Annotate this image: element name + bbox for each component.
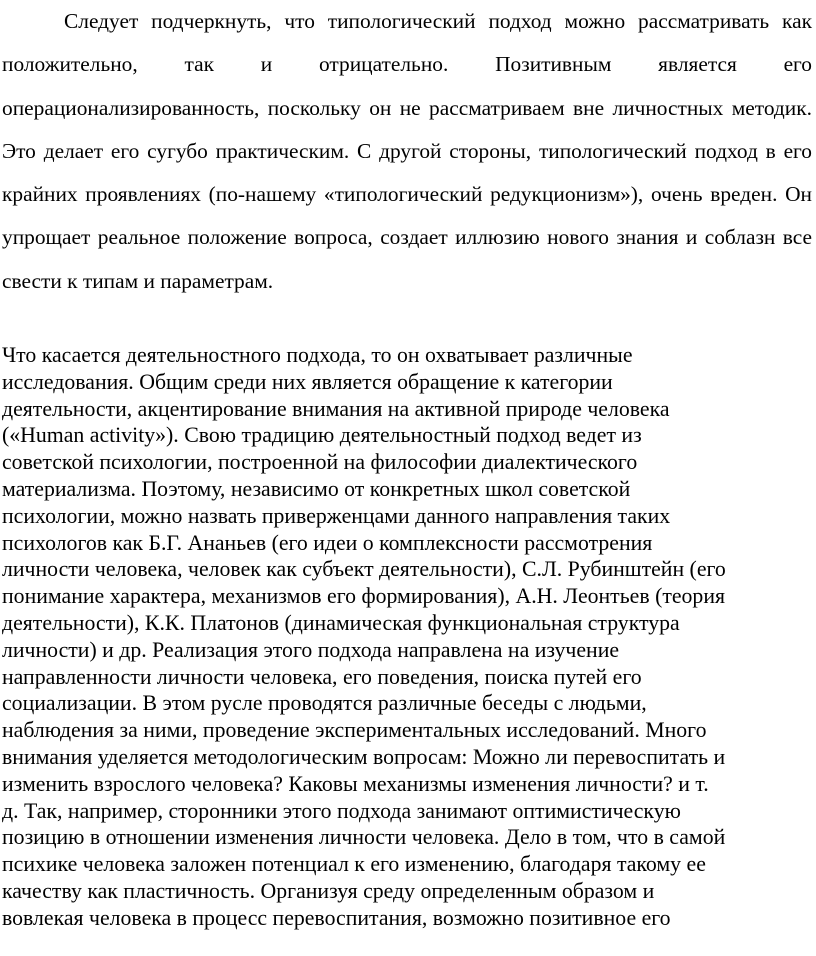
text-line: наблюдения за ними, проведение экспериментальных исследований. Много [2, 718, 707, 743]
text-line: психологии, можно назвать приверженцами данного направления таких [2, 503, 671, 528]
text-line: советской психологии, построенной на философии диалектического [2, 450, 638, 475]
text-line: социализации. В этом русле проводятся различные беседы с людьми, [2, 691, 647, 716]
text-line: личности) и др. Реализация этого подхода направлена на изучение [2, 637, 620, 662]
text-line: личности человека, человек как субъект деятельности), С.Л. Рубинштейн (его [2, 557, 726, 582]
text-line: д. Так, например, сторонники этого подхода занимают оптимистическую [2, 798, 681, 823]
text-line: материализма. Поэтому, независимо от конкретных школ советской [2, 476, 631, 501]
text-line: психологов как Б.Г. Ананьев (его идеи о комплексности рассмотрения [2, 530, 653, 555]
text-line: понимание характера, механизмов его формирования), А.Н. Леонтьев (теория [2, 584, 726, 609]
text-line: Что касается деятельностного подхода, то он охватывает различные [2, 343, 633, 367]
text-line: внимания уделяется методологическим вопросам: Можно ли перевоспитать и [2, 744, 726, 769]
text-line: изменить взрослого человека? Каковы механизмы изменения личности? и т. [2, 771, 709, 796]
paragraph-typological-approach: Следует подчеркнуть, что типологический подход можно рассматривать как положительно, так и отрицательно. Позитивным является его операционализированность, поскольку он не рассматриваем вне личностных методик. Это делает его сугубо практическим. С другой стороны, типологический подход в его крайних проявлениях (по-нашему «типологический редукционизм»), очень вреден. Он упрощает реальное положение вопроса, создает иллюзию нового знания и соблазн все свести к типам и параметрам. [2, 9, 812, 293]
text-line: качеству как пластичность. Организуя среду определенным образом и [2, 878, 655, 903]
text-line: позицию в отношении изменения личности человека. Дело в том, что в самой [2, 825, 726, 850]
text-line: исследования. Общим среди них является обращение к категории [2, 369, 613, 394]
text-line: психике человека заложен потенциал к его изменению, благодаря такому ее [2, 852, 706, 877]
paragraph-activity-approach [2, 342, 814, 932]
text-line: деятельности, акцентирование внимания на активной природе человека [2, 396, 670, 421]
text-line: («Human activity»). Свою традицию деятельностный подход ведет из [2, 423, 642, 448]
text-line: деятельности), К.К. Платонов (динамическая функциональная структура [2, 610, 680, 635]
text-line: направленности личности человека, его поведения, поиска путей его [2, 664, 642, 689]
text-line: вовлекая человека в процесс перевоспитания, возможно позитивное его [2, 905, 671, 930]
